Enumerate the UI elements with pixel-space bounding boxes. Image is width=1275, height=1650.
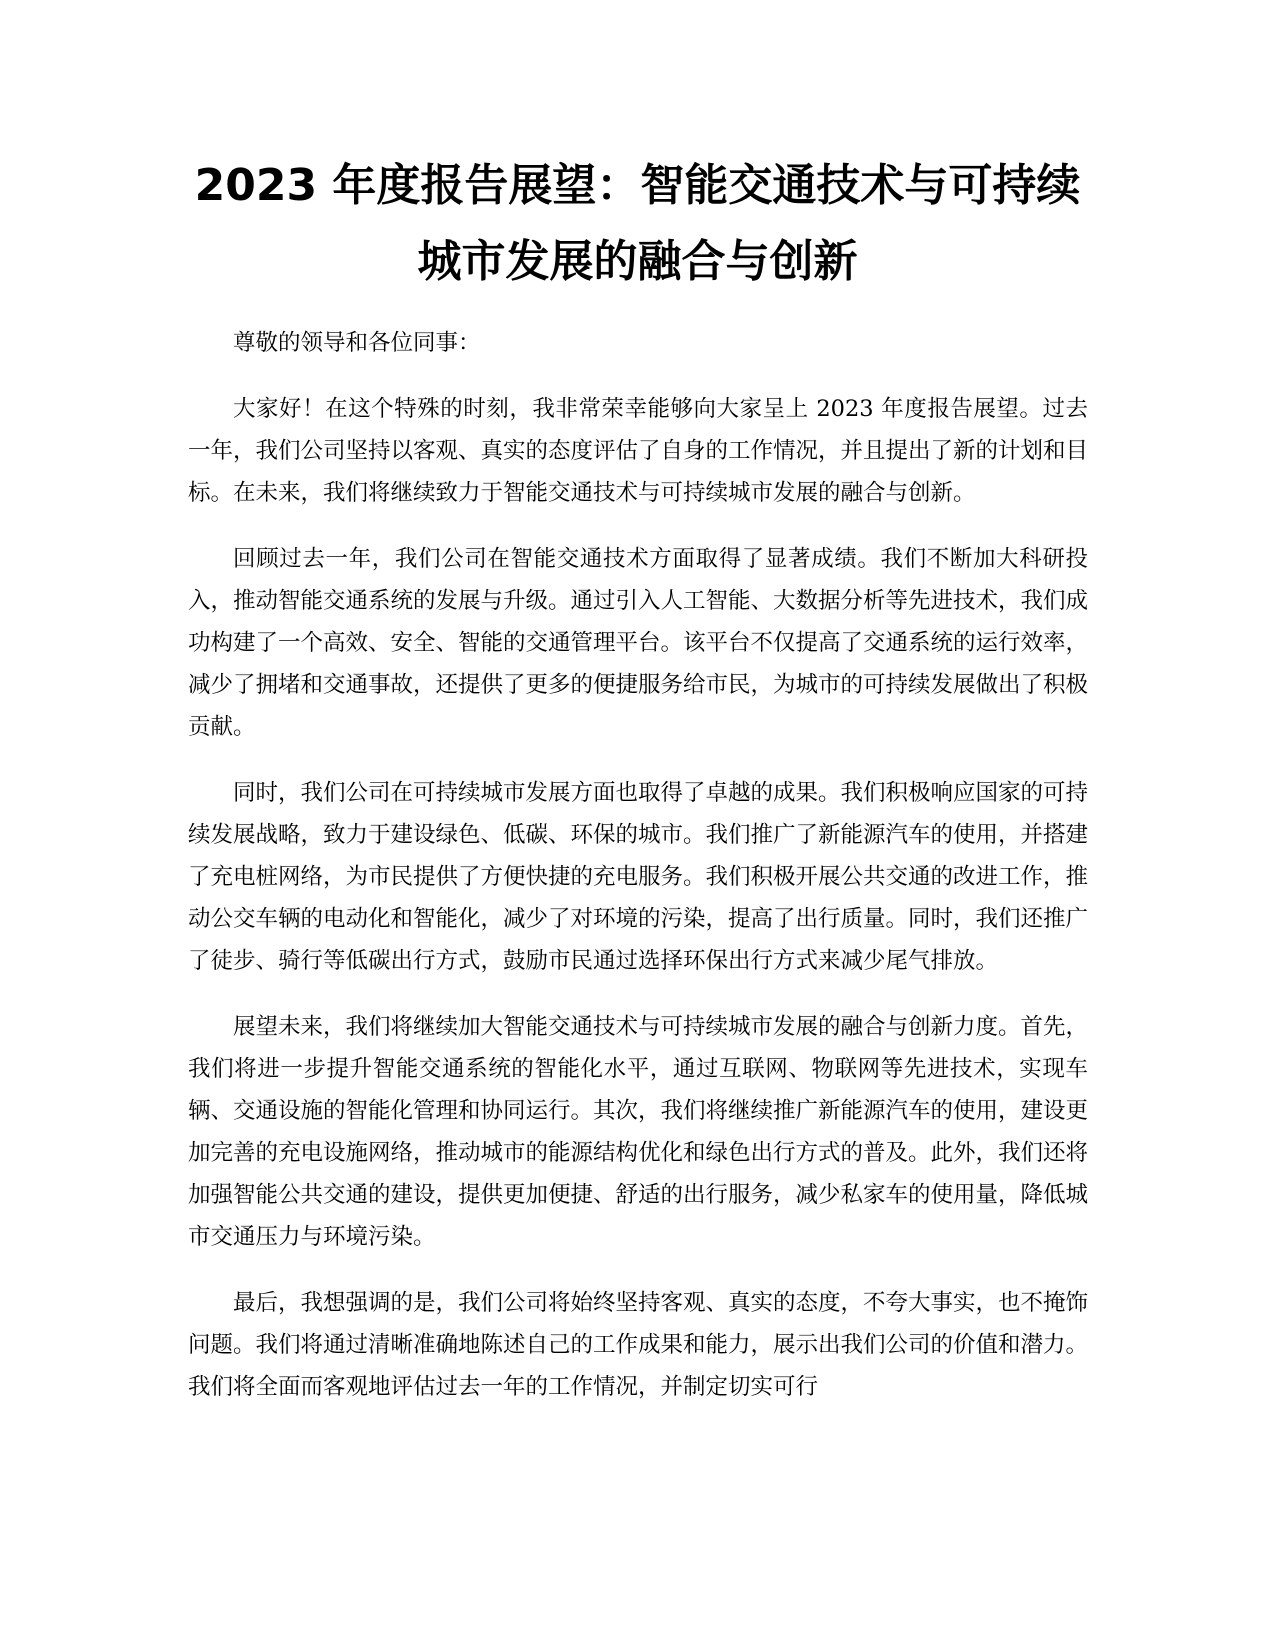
document-title-line-2: 城市发展的融合与创新 bbox=[417, 236, 858, 287]
document-title bbox=[150, 148, 1125, 300]
paragraph-greeting: 大家好！在这个特殊的时刻，我非常荣幸能够向大家呈上 2023 年度报告展望。过去一年，我们公司坚持以客观、真实的态度评估了自身的工作情况，并且提出了新的计划和目标。在未来，我们将继续致力于智能交通技术与可持续城市发展的融合与创新。 bbox=[188, 396, 1089, 506]
paragraph-sustainability: 同时，我们公司在可持续城市发展方面也取得了卓越的成果。我们积极响应国家的可持续发展战略，致力于建设绿色、低碳、环保的城市。我们推广了新能源汽车的使用，并搭建了充电桩网络，为市民提供了方便快捷的充电服务。我们积极开展公共交通的改进工作，推动公交车辆的电动化和智能化，减少了对环境的污染，提高了出行质量。同时，我们还推广了徒步、骑行等低碳出行方式，鼓励市民通过选择环保出行方式来减少尾气排放。 bbox=[188, 780, 1089, 974]
paragraph-conclusion: 最后，我想强调的是，我们公司将始终坚持客观、真实的态度，不夸大事实，也不掩饰问题。我们将通过清晰准确地陈述自己的工作成果和能力，展示出我们公司的价值和潜力。我们将全面而客观地评估过去一年的工作情况，并制定切实可行 bbox=[188, 1290, 1089, 1400]
document-body bbox=[188, 322, 1088, 1432]
document-title-line-1: 2023 年度报告展望：智能交通技术与可持续 bbox=[194, 160, 1081, 211]
salutation: 尊敬的领导和各位同事： bbox=[233, 330, 481, 356]
paragraph-outlook: 展望未来，我们将继续加大智能交通技术与可持续城市发展的融合与创新力度。首先，我们将进一步提升智能交通系统的智能化水平，通过互联网、物联网等先进技术，实现车辆、交通设施的智能化管理和协同运行。其次，我们将继续推广新能源汽车的使用，建设更加完善的充电设施网络，推动城市的能源结构优化和绿色出行方式的普及。此外，我们还将加强智能公共交通的建设，提供更加便捷、舒适的出行服务，减少私家车的使用量，降低城市交通压力与环境污染。 bbox=[188, 1014, 1089, 1250]
paragraph-review: 回顾过去一年，我们公司在智能交通技术方面取得了显著成绩。我们不断加大科研投入，推动智能交通系统的发展与升级。通过引入人工智能、大数据分析等先进技术，我们成功构建了一个高效、安全、智能的交通管理平台。该平台不仅提高了交通系统的运行效率，减少了拥堵和交通事故，还提供了更多的便捷服务给市民，为城市的可持续发展做出了积极贡献。 bbox=[188, 546, 1089, 740]
